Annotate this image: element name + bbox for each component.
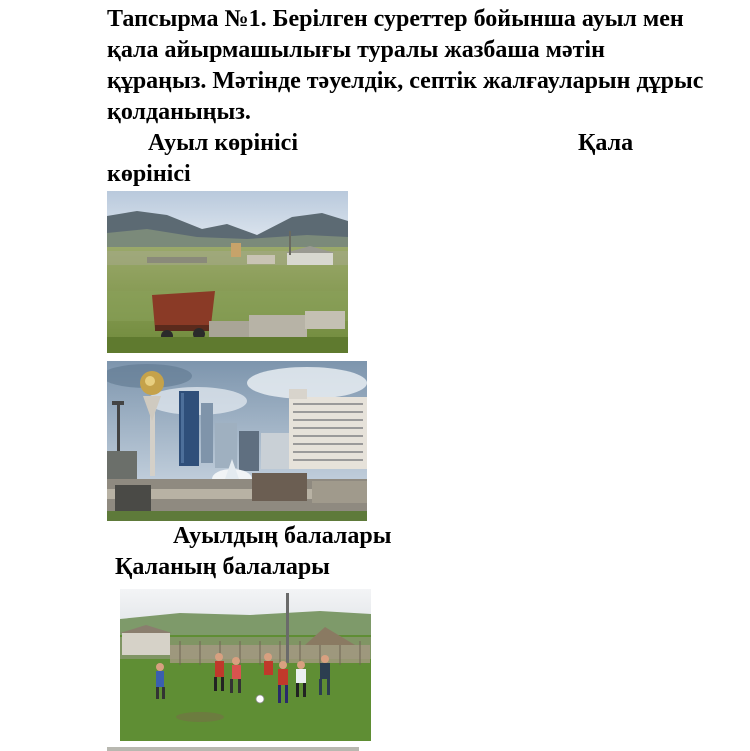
city-view-caption-part1: Қала	[578, 130, 634, 156]
village-view-caption: Ауыл көрінісі	[148, 130, 298, 156]
city-view-caption-part2: көрінісі	[107, 161, 191, 187]
village-landscape-image	[107, 191, 348, 353]
village-children-image	[120, 589, 371, 741]
city-children-caption: Қаланың балалары	[115, 554, 330, 580]
village-children-caption: Ауылдың балалары	[173, 523, 392, 549]
cropped-image-edge	[107, 747, 359, 751]
task-text: Тапсырма №1. Берілген суреттер бойынша ауыл мен қала айырмашылығы туралы жазбаша мәтін құраңыз. Мәтінде тәуелдік, септік жалғауларын дұрыс қолданыңыз.	[107, 6, 704, 125]
city-landscape-image	[107, 361, 367, 521]
